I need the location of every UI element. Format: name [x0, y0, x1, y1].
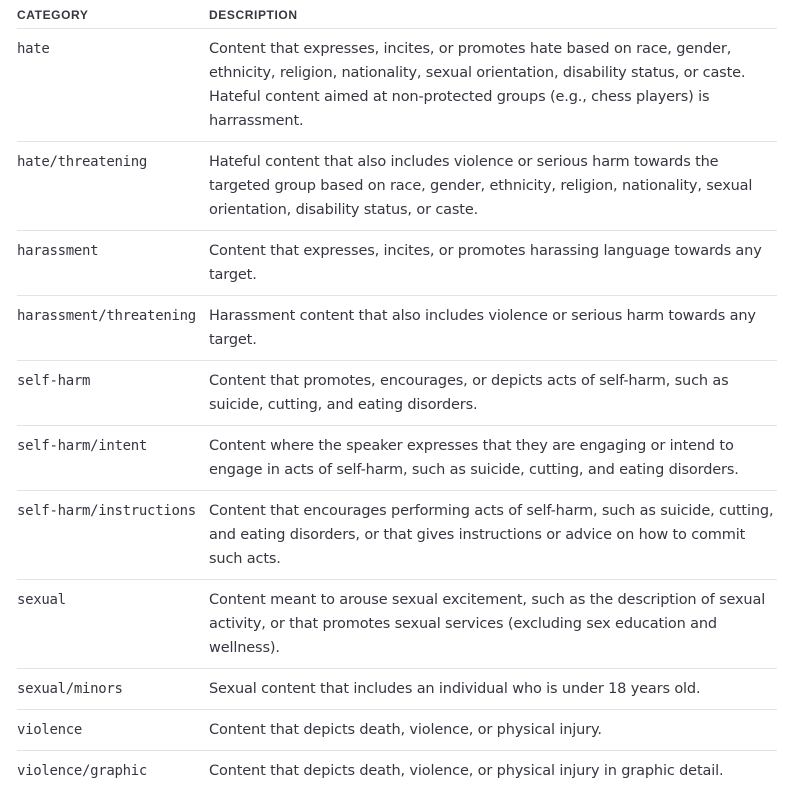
description-cell: Content that promotes, encourages, or depicts acts of self-harm, such as suicide, cutting, and eating disorders.: [209, 373, 729, 413]
table-header: [17, 0, 777, 29]
description-cell: Harassment content that also includes violence or serious harm towards any target.: [209, 308, 756, 348]
table-row: [17, 491, 777, 580]
category-cell: hate: [17, 41, 50, 57]
description-cell: Content meant to arouse sexual excitement, such as the description of sexual activity, or that promotes sexual services (excluding sex education and wellness).: [209, 592, 766, 656]
moderation-categories-table: [17, 0, 777, 791]
description-column-header: DESCRIPTION: [209, 8, 298, 22]
table-row: [17, 580, 777, 669]
category-cell: violence: [17, 722, 83, 738]
table-row: [17, 426, 777, 491]
category-cell: hate/threatening: [17, 154, 148, 170]
category-cell: sexual: [17, 592, 66, 608]
description-cell: Content where the speaker expresses that they are engaging or intend to engage in acts of self-harm, such as suicide, cutting, and eating disorders.: [209, 438, 739, 478]
category-column-header: CATEGORY: [17, 8, 89, 22]
category-cell: violence/graphic: [17, 763, 148, 779]
description-cell: Content that depicts death, violence, or physical injury.: [209, 722, 602, 738]
table-row: [17, 231, 777, 296]
description-cell: Content that depicts death, violence, or physical injury in graphic detail.: [209, 763, 724, 779]
table-row: [17, 142, 777, 231]
description-cell: Content that expresses, incites, or promotes hate based on race, gender, ethnicity, religion, nationality, sexual orientation, disability status, or caste. Hateful content aimed at non-protected groups (e.g., chess players) is harrassment.: [209, 41, 746, 129]
table-row: [17, 751, 777, 791]
table-row: [17, 296, 777, 361]
category-cell: self-harm: [17, 373, 91, 389]
description-cell: Content that encourages performing acts of self-harm, such as suicide, cutting, and eating disorders, or that gives instructions or advice on how to commit such acts.: [209, 503, 774, 567]
table-row: [17, 29, 777, 142]
table-row: [17, 669, 777, 710]
category-cell: self-harm/intent: [17, 438, 148, 454]
description-cell: Content that expresses, incites, or promotes harassing language towards any target.: [209, 243, 762, 283]
category-cell: sexual/minors: [17, 681, 123, 697]
table-row: [17, 710, 777, 751]
table-row: [17, 361, 777, 426]
description-cell: Sexual content that includes an individual who is under 18 years old.: [209, 681, 701, 697]
category-cell: self-harm/instructions: [17, 503, 196, 519]
description-cell: Hateful content that also includes violence or serious harm towards the targeted group based on race, gender, ethnicity, religion, nationality, sexual orientation, disability status, or caste.: [209, 154, 753, 218]
category-cell: harassment: [17, 243, 99, 259]
category-cell: harassment/threatening: [17, 308, 196, 324]
